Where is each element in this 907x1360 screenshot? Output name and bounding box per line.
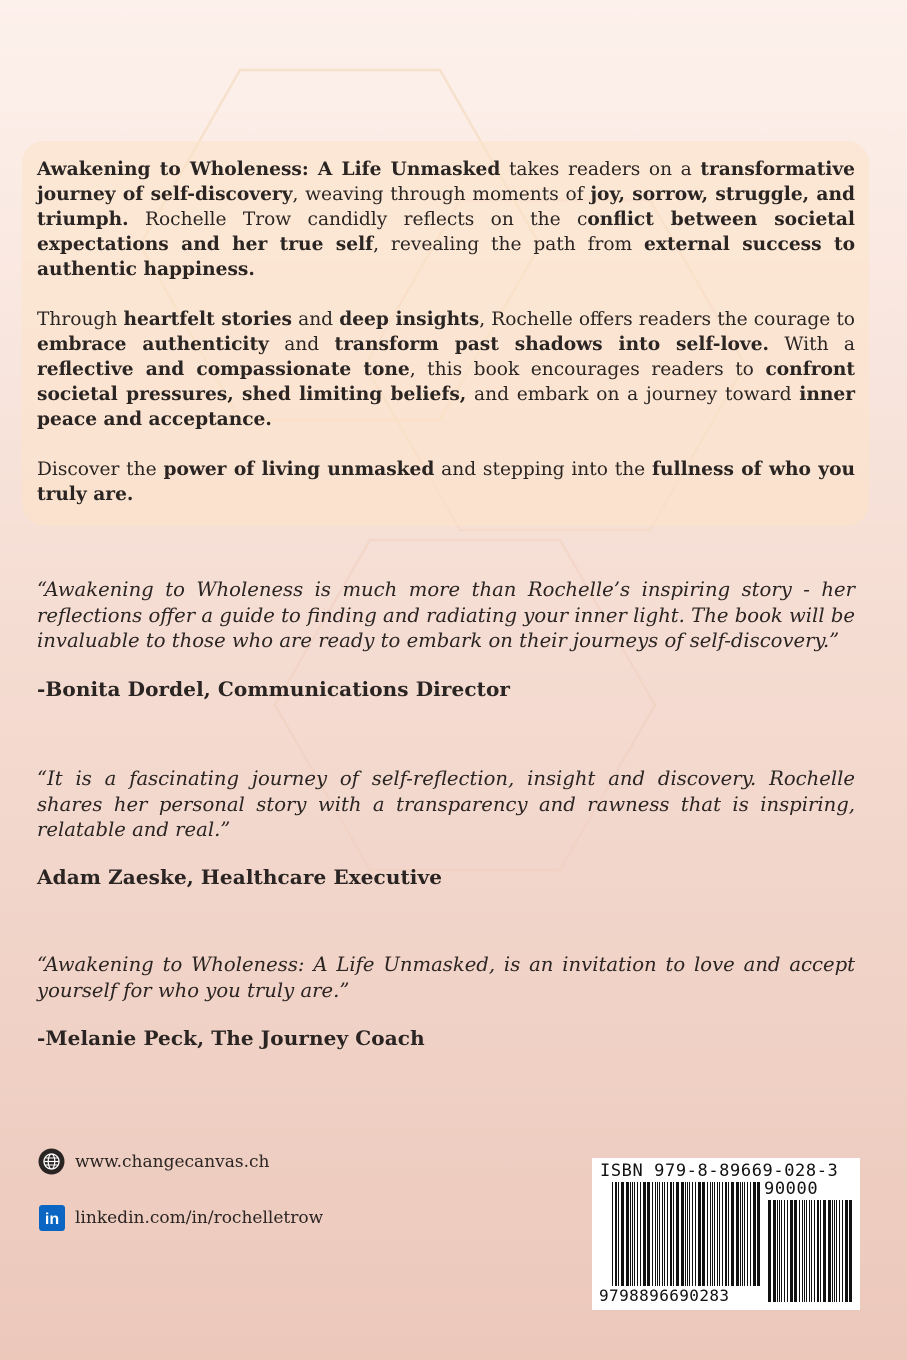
summary-run: , weaving through moments of (292, 184, 591, 205)
summary-run: confront societal pressures, shed limiting beliefs, (37, 359, 855, 405)
testimonial-quote-1: “Awakening to Wholeness is much more than Rochelle’s inspiring story - her reflections offer a guide to finding and radiating your inner light. The book will be invaluable to those who are ready to embark on their journeys of self-discovery.” (37, 578, 855, 652)
testimonial-attribution-1: -Bonita Dordel, Communications Director (37, 677, 511, 701)
barcode-bar (659, 1182, 660, 1286)
website-contact[interactable] (38, 1148, 269, 1175)
isbn-barcode (592, 1158, 860, 1310)
barcode-bar (744, 1182, 745, 1286)
barcode-bar (618, 1182, 619, 1286)
summary-run: power of living unmasked (163, 459, 435, 480)
summary-run: fullness of who you truly are. (37, 459, 856, 505)
barcode-bar (632, 1182, 633, 1286)
summary-run: and (292, 309, 340, 330)
globe-icon (38, 1148, 65, 1175)
summary-run: Discover the (37, 459, 164, 480)
barcode-bar (717, 1182, 718, 1286)
summary-run: takes readers on a (500, 159, 701, 180)
barcode-bar (630, 1182, 631, 1286)
book-summary (37, 157, 855, 532)
barcode-bar (689, 1182, 690, 1298)
barcode-bar (652, 1182, 653, 1286)
barcode-bar (714, 1182, 715, 1286)
barcode-bar (621, 1182, 624, 1286)
barcode-bar (710, 1182, 711, 1286)
summary-run: deep insights (339, 309, 480, 330)
addon-bar (794, 1200, 797, 1302)
addon-bar (809, 1200, 810, 1302)
addon-bar (784, 1200, 785, 1302)
addon-bar (839, 1200, 840, 1302)
summary-run: Rochelle Trow candidly reflects on the c (128, 209, 588, 230)
barcode-bar (698, 1182, 701, 1286)
addon-bar (802, 1200, 803, 1302)
addon-bar (781, 1200, 782, 1302)
barcode-bar (687, 1182, 688, 1298)
addon-bar (836, 1200, 837, 1302)
barcode-bar (657, 1182, 658, 1286)
addon-bar (842, 1200, 843, 1302)
barcode-bar (615, 1182, 617, 1298)
price-addon: 90000 (764, 1179, 819, 1199)
addon-bar (828, 1200, 831, 1302)
barcode-bar (634, 1182, 635, 1286)
summary-run: With a (769, 334, 855, 355)
barcode-bar (725, 1182, 727, 1286)
addon-bar (817, 1200, 819, 1302)
barcode-bar (626, 1182, 629, 1286)
barcode-bar (670, 1182, 672, 1286)
addon-bar (849, 1200, 852, 1302)
addon-bar (768, 1200, 771, 1302)
barcode-bar (695, 1182, 696, 1286)
addon-bar (811, 1200, 812, 1302)
barcode-bar (664, 1182, 665, 1286)
barcode-bar (612, 1182, 613, 1298)
barcode-bar (719, 1182, 720, 1286)
addon-bar (777, 1200, 778, 1302)
ean-digits: 9798896690283 (599, 1286, 730, 1305)
summary-run: transform past shadows into self-love. (334, 334, 770, 355)
barcode-bar (712, 1182, 713, 1286)
linkedin-icon (38, 1204, 65, 1231)
linkedin-badge-text: in (44, 1210, 59, 1228)
testimonial-quote-3: “Awakening to Wholeness: A Life Unmasked, is an invitation to love and accept yourself for who you truly are.” (37, 953, 855, 1002)
barcode-bar (655, 1182, 656, 1286)
barcode-bar (637, 1182, 638, 1286)
barcode-bar (731, 1182, 734, 1286)
barcode-bar (702, 1182, 705, 1286)
summary-run: and (268, 334, 335, 355)
addon-bar (787, 1200, 788, 1302)
addon-bar (814, 1200, 815, 1302)
barcode-bar (673, 1182, 674, 1286)
addon-bar (779, 1200, 780, 1302)
summary-run: Awakening to Wholeness: A Life Unmasked (37, 159, 501, 180)
linkedin-link[interactable]: linkedin.com/in/rochelletrow (75, 1207, 324, 1228)
summary-paragraph-1 (37, 157, 855, 282)
summary-run: inner peace and acceptance. (37, 384, 855, 430)
barcode-bar (728, 1182, 729, 1286)
testimonial-attribution-3: -Melanie Peck, The Journey Coach (37, 1026, 425, 1050)
addon-bar (806, 1200, 807, 1302)
website-link[interactable]: www.changecanvas.ch (75, 1151, 270, 1172)
barcode-bar (676, 1182, 679, 1286)
testimonial-attribution-2: Adam Zaeske, Healthcare Executive (37, 865, 443, 889)
barcode-bar (757, 1182, 760, 1286)
summary-run: onflict between societal expectations and her true self (37, 209, 855, 255)
barcode-bar (742, 1182, 743, 1286)
addon-bar (823, 1200, 826, 1302)
barcode-bar (740, 1182, 741, 1286)
linkedin-contact[interactable] (38, 1204, 323, 1231)
barcode-bar (692, 1182, 693, 1286)
barcode-bar (750, 1182, 751, 1286)
summary-run: joy, sorrow, struggle, and triumph. (37, 184, 855, 230)
summary-run: transformative journey of self-discovery (37, 159, 855, 205)
summary-run: external success to authentic happiness. (37, 234, 856, 280)
addon-bar (834, 1200, 835, 1302)
barcode-bar (753, 1182, 756, 1286)
addon-bar (799, 1200, 800, 1302)
summary-run: Through (37, 309, 124, 330)
addon-bar (820, 1200, 821, 1302)
addon-bar (832, 1200, 833, 1302)
summary-paragraph-2 (37, 307, 855, 432)
barcode-bar (681, 1182, 684, 1286)
barcode-bar (640, 1182, 641, 1286)
barcode-bar (685, 1182, 686, 1298)
addon-bar (845, 1200, 848, 1302)
summary-run: embrace authenticity (37, 334, 269, 355)
barcode-bar (747, 1182, 748, 1286)
summary-run: , revealing the path from (373, 234, 645, 255)
summary-run: and stepping into the (434, 459, 652, 480)
barcode-bar (707, 1182, 708, 1286)
isbn-text: ISBN 979-8-89669-028-3 (600, 1161, 839, 1181)
barcode-bar (643, 1182, 646, 1286)
summary-run: heartfelt stories (123, 309, 292, 330)
addon-bar (773, 1200, 776, 1302)
addon-bar (804, 1200, 805, 1302)
summary-paragraph-3 (37, 457, 855, 507)
barcode-bar (662, 1182, 663, 1286)
barcode-bar (722, 1182, 723, 1286)
summary-run: and embark on a journey toward (466, 384, 800, 405)
summary-run: , Rochelle offers readers the courage to (479, 309, 856, 330)
summary-run: reflective and compassionate tone (37, 359, 410, 380)
summary-run: , this book encourages readers to (409, 359, 766, 380)
addon-bar (790, 1200, 793, 1302)
barcode-bar (667, 1182, 668, 1286)
testimonial-quote-2: “It is a fascinating journey of self-reflection, insight and discovery. Rochelle shares her personal story with a transparency and rawness that is inspiring, relatable and real.” (37, 767, 855, 841)
barcode-bar (647, 1182, 650, 1286)
barcode-bar (736, 1182, 739, 1286)
